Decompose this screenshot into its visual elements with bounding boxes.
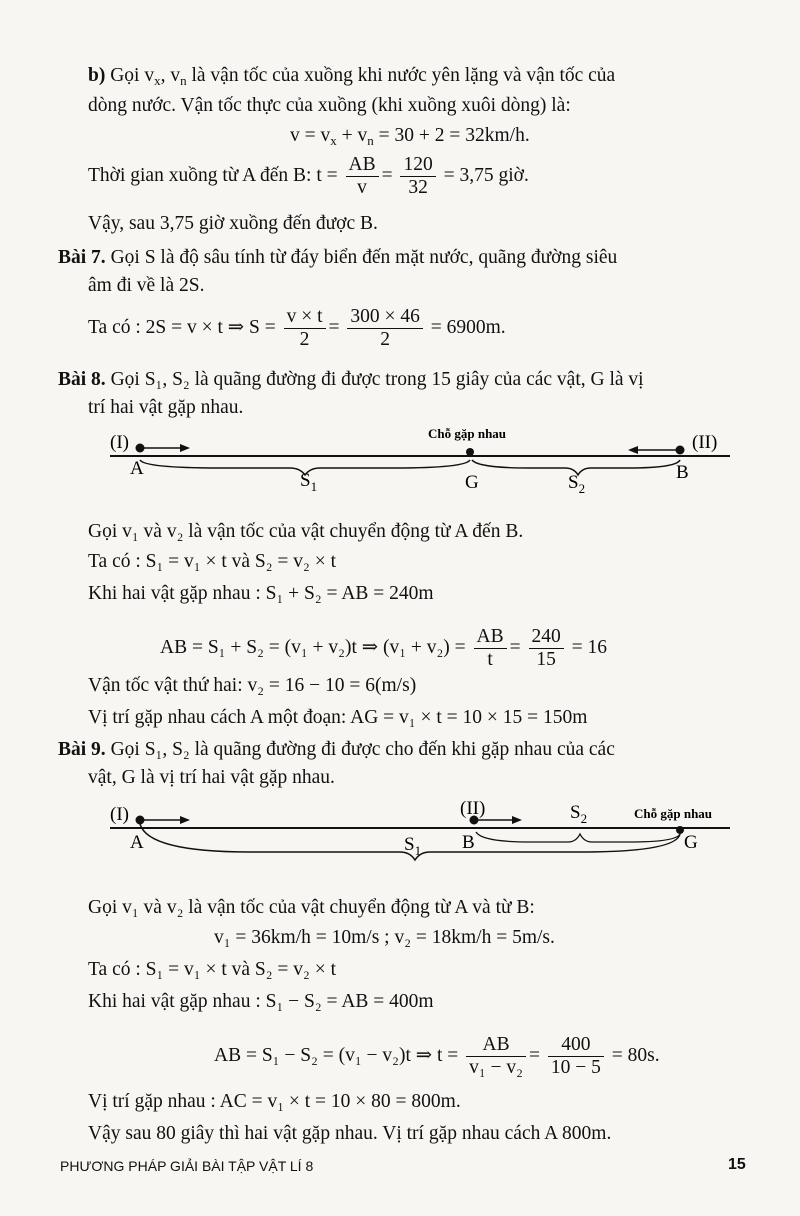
bai9-line1: Bài 9. Gọi S₁, S₂ là quãng đường đi được cho đến khi gặp nhau của các [58,739,615,760]
label-s2: $S_2$ [568,472,586,496]
bai8-line2: trí hai vật gặp nhau. [88,397,244,418]
label-a: A [130,832,144,853]
bai7-label: Bài 7. [58,247,106,268]
part-b-line1: b) Gọi $v_x$, $v_n$ là vận tốc của xuồng khi nước yên lặng và vận tốc của [88,65,616,88]
bai9-equation: AB = S₁ − S₂ = (v₁ − v₂)t ⇒ t = $\frac{AB}{\text{v₁ − v₂}}$ = $\frac{400}{10 - 5}$ = 80s. [214,1034,660,1078]
label-b: B [676,462,689,483]
bai9-text4: Khi hai vật gặp nhau : S₁ − S₂ = AB = 400m [88,991,434,1012]
label-g: G [684,832,698,853]
meeting-label: Chỗ gặp nhau [634,806,713,821]
page-number: 15 [728,1156,746,1173]
label-s1: $S_1$ [404,834,422,858]
brace-s2 [476,832,680,842]
bai8-text5: Vận tốc vật thứ hai: v₂ = 16 − 10 = 6(m/s) [88,675,417,696]
label-s1: $S_1$ [300,470,318,494]
bai9-text2: v₁ = 36km/h = 10m/s ; v₂ = 18km/h = 5m/s. [214,927,555,948]
bai9-text3: Ta có : S₁ = v₁ × t và S₂ = v₂ × t [88,959,337,980]
meeting-label: Chỗ gặp nhau [428,426,507,441]
bai7-line1: Bài 7. Gọi S là độ sâu tính từ đáy biển đến mặt nước, quãng đường siêu [58,247,618,268]
bai7-equation: Ta có : 2S = v × t ⇒ S = $\frac{v \times t}{2}$ = $\frac{300 \times 46}{2}$ = 6900m. [88,306,506,350]
bai8-text3: Khi hai vật gặp nhau : S₁ + S₂ = AB = 240m [88,583,434,604]
bai8-diagram [0,420,800,500]
bai8-line1: Bài 8. Gọi S₁, S₂ là quãng đường đi được trong 15 giây của các vật, G là vị [58,369,644,390]
bai8-text6: Vị trí gặp nhau cách A một đoạn: AG = v₁ × t = 10 × 15 = 150m [88,707,588,728]
bai7-line2: âm đi về là 2S. [88,275,205,296]
point-g [466,448,474,456]
label-b: B [462,832,475,853]
bai9-text6: Vị trí gặp nhau : AC = v₁ × t = 10 × 80 = 800m. [88,1091,461,1112]
label-i: (I) [110,804,129,825]
label-a: A [130,458,144,479]
fraction: $\frac{400}{10 - 5}$ [548,1034,604,1079]
bai8-text2: Ta có : S₁ = v₁ × t và S₂ = v₂ × t [88,551,337,572]
bai8-label: Bài 8. [58,369,106,390]
label-ii: (II) [692,432,718,453]
label-g: G [465,472,479,493]
bai9-diagram [0,790,800,880]
label-i: (I) [110,432,129,453]
bai9-line2: vật, G là vị trí hai vật gặp nhau. [88,767,335,788]
fraction: $\frac{AB}{t}$ [474,626,507,671]
fraction: $\frac{AB}{v}$ [346,154,379,199]
fraction: $\frac{v \times t}{2}$ [284,306,326,351]
point-a [136,444,145,453]
fraction: $\frac{300 \times 46}{2}$ [347,306,423,351]
time-equation: Thời gian xuồng từ A đến B: t = $\frac{AB}{v}$ = $\frac{120}{32}$ = 3,75 giờ. [88,154,529,198]
bai9-text7: Vậy sau 80 giây thì hai vật gặp nhau. Vị trí gặp nhau cách A 800m. [88,1123,612,1144]
part-b-label: b) [88,65,106,86]
label-s2: $S_2$ [570,802,588,826]
part-b-conclusion: Vậy, sau 3,75 giờ xuồng đến được B. [88,213,378,234]
bai9-label: Bài 9. [58,739,106,760]
footer-title: PHƯƠNG PHÁP GIẢI BÀI TẬP VẬT LÍ 8 [60,1158,314,1174]
label-ii: (II) [460,798,486,819]
point-g [676,826,684,834]
fraction: $\frac{120}{32}$ [400,154,435,199]
bai8-text1: Gọi v₁ và v₂ là vận tốc của vật chuyển động từ A đến B. [88,521,524,542]
fraction: $\frac{AB}{\text{v₁ − v₂}}$ [466,1034,526,1079]
fraction: $\frac{240}{15}$ [529,626,564,671]
point-b [676,446,685,455]
point-a [136,816,145,825]
bai8-equation: AB = S₁ + S₂ = (v₁ + v₂)t ⇒ (v₁ + v₂) = $\frac{AB}{t}$ = $\frac{240}{15}$ = 16 [160,626,608,670]
bai9-text1: Gọi v₁ và v₂ là vận tốc của vật chuyển động từ A và từ B: [88,897,535,918]
velocity-equation: $v = v_x + v_n = 30 + 2 = 32km/h$. [290,125,530,148]
part-b-line2: dòng nước. Vận tốc thực của xuồng (khi xuồng xuôi dòng) là: [88,95,571,116]
